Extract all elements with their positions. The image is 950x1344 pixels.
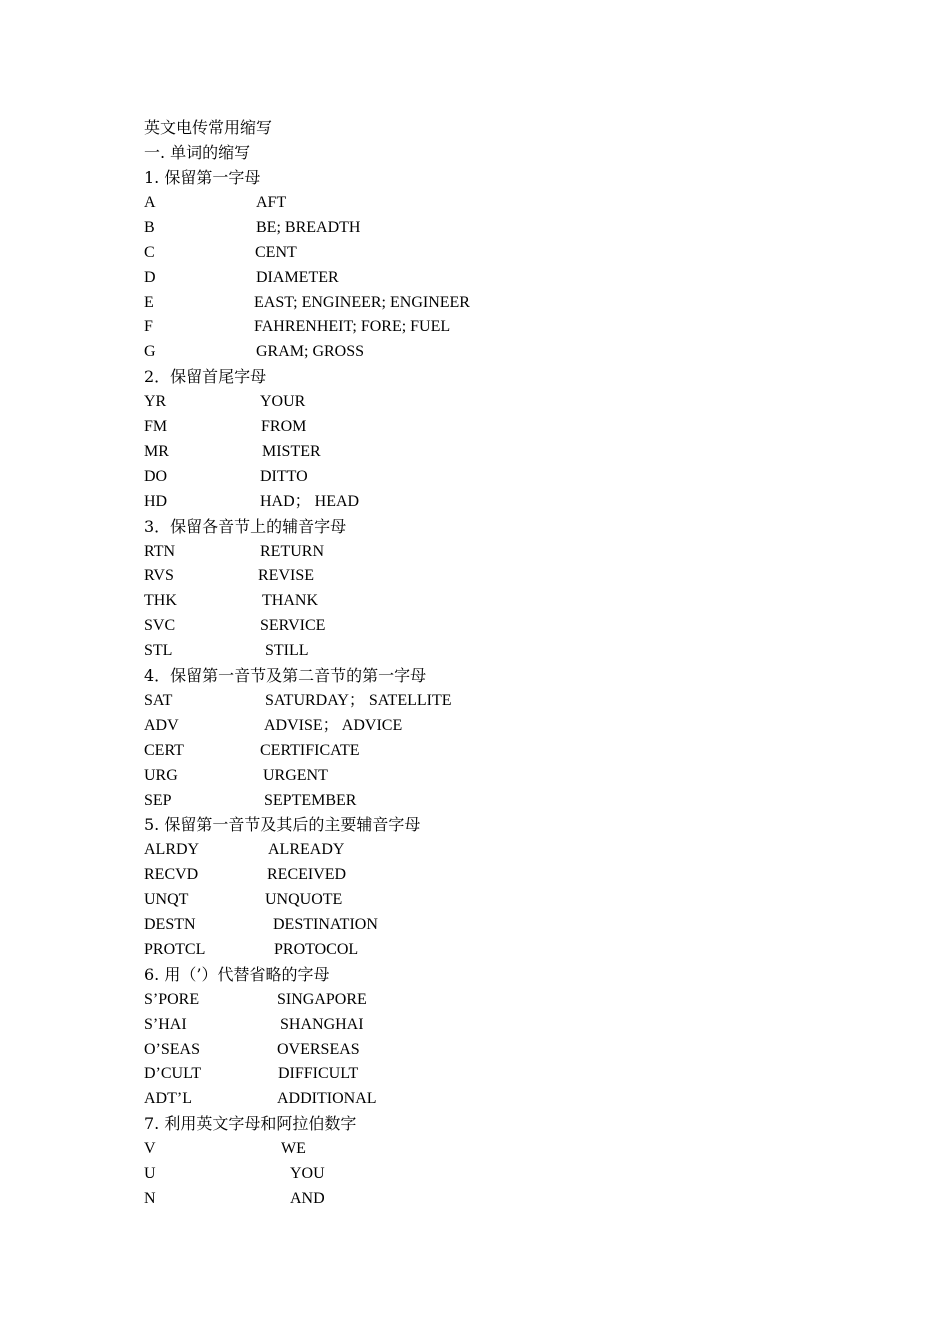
abbreviation: SAT xyxy=(144,692,173,709)
full-word: YOUR xyxy=(260,393,306,410)
full-word: RETURN xyxy=(260,543,324,560)
full-word: FROM xyxy=(261,418,307,435)
abbreviation: E xyxy=(144,294,154,311)
abbreviation: DO xyxy=(144,468,168,485)
abbreviation: V xyxy=(144,1140,156,1157)
abbreviation: SEP xyxy=(144,792,172,809)
abbreviation: U xyxy=(144,1165,156,1182)
full-word: WE xyxy=(281,1140,306,1157)
abbreviation: B xyxy=(144,219,155,236)
abbreviation: URG xyxy=(144,767,178,784)
full-word: YOU xyxy=(290,1165,325,1182)
full-word: RECEIVED xyxy=(267,866,347,883)
abbreviation: CERT xyxy=(144,742,184,759)
full-word: BE; BREADTH xyxy=(256,219,361,236)
full-word: CERTIFICATE xyxy=(260,742,360,759)
abbreviation: ALRDY xyxy=(144,841,200,858)
full-word: FAHRENHEIT; FORE; FUEL xyxy=(254,318,451,335)
full-word: DIFFICULT xyxy=(278,1065,359,1082)
full-word: ADVISE； ADVICE xyxy=(264,717,403,734)
abbreviation: S’PORE xyxy=(144,991,200,1008)
full-word: UNQUOTE xyxy=(265,891,343,908)
full-word: DIAMETER xyxy=(256,269,339,286)
abbreviation: YR xyxy=(144,393,167,410)
full-word: MISTER xyxy=(262,443,321,460)
abbreviation: RVS xyxy=(144,567,174,584)
full-word: DITTO xyxy=(260,468,308,485)
abbreviation: D’CULT xyxy=(144,1065,202,1082)
abbreviation: ADT’L xyxy=(144,1090,192,1107)
abbreviation: STL xyxy=(144,642,173,659)
abbreviation: THK xyxy=(144,592,177,609)
abbreviation: C xyxy=(144,244,155,261)
full-word: URGENT xyxy=(263,767,328,784)
document-page: 英文电传常用缩写 一. 单词的缩写 1. 保留第一字母 A AFT B BE; BREADTH C CENT D DIAMETER E EAST; ENGINEER; ENGINEER F FAHRENHEIT; FORE; FUEL G GRAM; GROSS 2．保留首尾字母 YR YOUR FM FROM MR MISTER DO DITTO HD HAD； HEAD 3．保留各音节上的辅音字母 RTN RETURN RVS REVISE THK THANK SVC SERVICE STL STILL 4．保留第一音节及第二音节的第一字母 SAT SATURDAY； SATELLITE ADV ADVISE； ADVICE CERT CERTIFICATE URG URGENT SEP SEPTEMBER 5. 保留第一音节及其后的主要辅音字母 ALRDY ALREADY RECVD RECEIVED UNQT UNQUOTE DESTN DESTINATION PROTCL PROTOCOL 6. 用（’）代替省略的字母 S’PORE SINGAPORE S’HAI SHANGHAI O’SEAS OVERSEAS D’CULT DIFFICULT ADT’L ADDITIONAL 7. 利用英文字母和阿拉伯数字 V WE U YOU N AND xyxy=(0,0,950,1344)
abbreviation: RTN xyxy=(144,543,176,560)
abbreviation: A xyxy=(144,194,156,211)
abbreviation: RECVD xyxy=(144,866,199,883)
abbreviation: FM xyxy=(144,418,168,435)
full-word: ADDITIONAL xyxy=(277,1090,377,1107)
full-word: SINGAPORE xyxy=(277,991,367,1008)
full-word: AND xyxy=(290,1190,325,1207)
full-word: GRAM; GROSS xyxy=(256,343,365,360)
abbreviation: S’HAI xyxy=(144,1016,187,1033)
full-word: SHANGHAI xyxy=(280,1016,364,1033)
full-word: EAST; ENGINEER; ENGINEER xyxy=(254,294,470,311)
group-heading-text: 1. 保留第一字母 xyxy=(144,168,261,187)
full-word: ALREADY xyxy=(268,841,345,858)
group-heading-text: 3．保留各音节上的辅音字母 xyxy=(144,517,347,536)
abbreviation: PROTCL xyxy=(144,941,206,958)
full-word: PROTOCOL xyxy=(274,941,359,958)
abbreviation: F xyxy=(144,318,153,335)
full-word: SEPTEMBER xyxy=(264,792,357,809)
abbreviation: O’SEAS xyxy=(144,1041,201,1058)
abbreviation: MR xyxy=(144,443,169,460)
full-word: HAD； HEAD xyxy=(260,493,360,510)
abbreviation: G xyxy=(144,343,156,360)
group-heading-text: 7. 利用英文字母和阿拉伯数字 xyxy=(144,1114,357,1133)
group-heading-text: 5. 保留第一音节及其后的主要辅音字母 xyxy=(144,815,421,834)
full-word: STILL xyxy=(265,642,309,659)
group-heading-text: 2．保留首尾字母 xyxy=(144,367,267,386)
full-word: REVISE xyxy=(258,567,314,584)
abbreviation: D xyxy=(144,269,156,286)
full-word: SATURDAY； SATELLITE xyxy=(265,692,452,709)
abbreviation: DESTN xyxy=(144,916,196,933)
full-word: AFT xyxy=(256,194,287,211)
abbreviation: SVC xyxy=(144,617,176,634)
full-word: DESTINATION xyxy=(273,916,378,933)
full-word: OVERSEAS xyxy=(277,1041,360,1058)
full-word: SERVICE xyxy=(260,617,326,634)
abbreviation: UNQT xyxy=(144,891,189,908)
abbreviation: N xyxy=(144,1190,156,1207)
group-heading-text: 4．保留第一音节及第二音节的第一字母 xyxy=(144,666,427,685)
group-heading-text: 6. 用（’）代替省略的字母 xyxy=(144,965,330,984)
abbreviation: ADV xyxy=(144,717,179,734)
abbreviation: HD xyxy=(144,493,168,510)
full-word: THANK xyxy=(262,592,318,609)
full-word: CENT xyxy=(255,244,297,261)
